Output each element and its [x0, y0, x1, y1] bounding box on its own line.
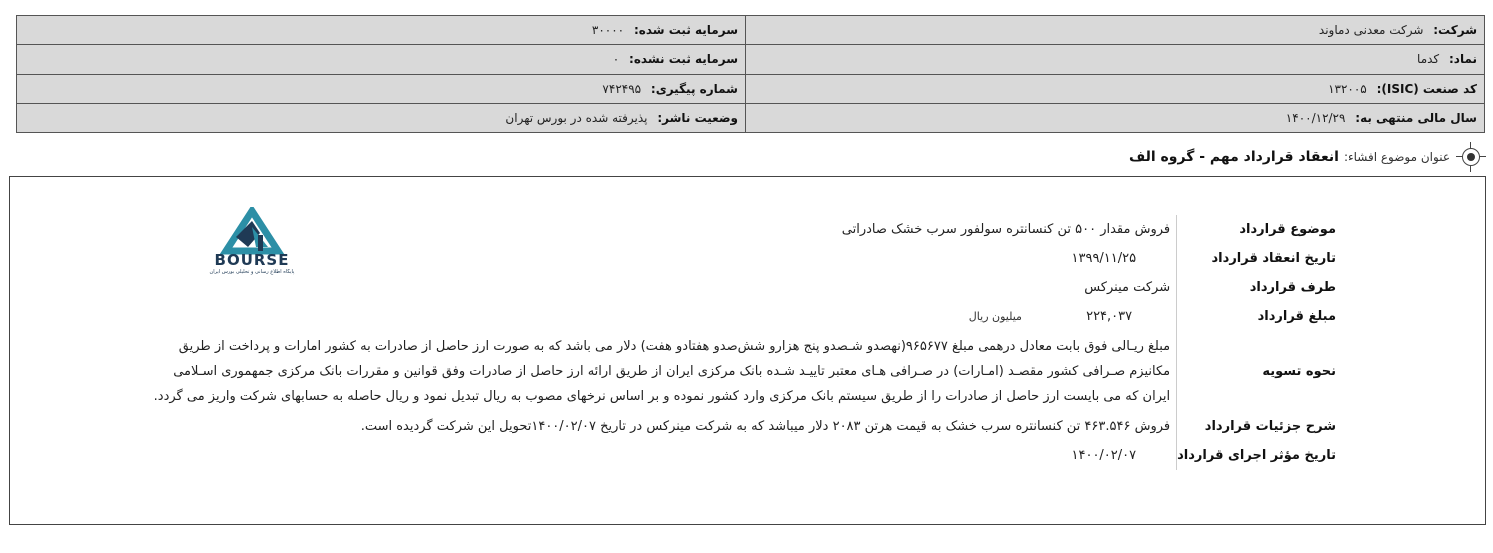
registered-capital-value: ۳۰۰۰۰	[591, 23, 625, 38]
contract-amount-unit: میلیون ریال	[968, 310, 1022, 323]
symbol-cell	[746, 45, 1485, 74]
fiscal-year-label: سال مالی منتهی به:	[1355, 110, 1477, 125]
target-icon	[1456, 142, 1486, 172]
contract-party-value: شرکت مینرکس	[1084, 280, 1171, 295]
contract-row	[142, 331, 1342, 412]
contract-amount-value: ۲۲۴,۰۳۷	[1086, 309, 1133, 324]
company-cell	[746, 16, 1485, 45]
settlement-label: نحوه تسویه	[1177, 331, 1342, 412]
fiscal-year-value: ۱۴۰۰/۱۲/۲۹	[1285, 110, 1346, 125]
logo-wordmark: BOURSE	[214, 251, 290, 269]
publisher-status-label: وضعیت ناشر:	[657, 110, 738, 125]
contract-amount-label: مبلغ قرارداد	[1177, 302, 1342, 331]
disclosure-subject	[1129, 142, 1486, 172]
logo-tagline: پایگاه اطلاع رسانی و تحلیلی بورس ایران	[209, 269, 295, 275]
company-label: شرکت:	[1433, 23, 1477, 38]
info-row	[17, 16, 1485, 45]
contract-subject-label: موضوع قرارداد	[1177, 215, 1342, 244]
contract-amount-cell	[142, 302, 1177, 331]
details-value: فروش ۴۶۳.۵۴۶ تن کنسانتره سرب خشک به قیمت هرتن ۲۰۸۳ دلار میباشد که به شرکت مینرکس در تاریخ ۱۴۰۰/۰۲/۰۷تحویل این شرکت گردیده است.	[360, 419, 1171, 434]
registered-capital-label: سرمایه ثبت شده:	[633, 23, 738, 38]
details-label: شرح جزئیات قرارداد	[1177, 412, 1342, 441]
contract-row	[142, 412, 1342, 441]
subject-label: عنوان موضوع افشاء:	[1343, 150, 1450, 164]
effective-date-value: ۱۴۰۰/۰۲/۰۷	[1071, 448, 1137, 463]
effective-date-label: تاریخ مؤثر اجرای قرارداد	[1177, 441, 1342, 470]
info-row	[17, 45, 1485, 74]
contract-subject-value: فروش مقدار ۵۰۰ تن کنسانتره سولفور سرب خشک صادراتی	[841, 222, 1171, 237]
contract-date-value: ۱۳۹۹/۱۱/۲۵	[1071, 251, 1137, 266]
registered-capital-cell	[17, 16, 746, 45]
publisher-status-cell	[17, 103, 746, 132]
tracking-value: ۷۴۲۴۹۵	[602, 81, 642, 96]
symbol-label: نماد:	[1448, 52, 1477, 67]
contract-row	[142, 441, 1342, 470]
unregistered-capital-cell	[17, 45, 746, 74]
contract-details-table	[142, 215, 1342, 470]
isic-value: ۱۳۲۰۰۵	[1328, 81, 1367, 96]
contract-panel	[9, 176, 1486, 525]
tracking-label: شماره پیگیری:	[650, 81, 738, 96]
company-info-table	[16, 15, 1485, 133]
unregistered-capital-label: سرمایه ثبت نشده:	[629, 52, 738, 67]
contract-row	[142, 273, 1342, 302]
settlement-value: مبلغ ریـالی فوق بابت معادل درهمی مبلغ ۹۶۵۶۷۷(نهصدو شـصدو پنج هزارو شش‌صدو هفتادو هفت) دلار می باشد که به صورت ارز حاصل از صادرات به کشور امارات و پرداخت از طریق مکانیزم صـرافی کشور مقصـد (امـارات) در صـرافی هـای معتبر تاییـد شـده بانک مرکزی ایران از طریق ارائه ارز حاصل از صادرات وفق قوانین و مقررات بانک مرکزی جمهموری اسـلامی ایران که می بایست ارز حاصل از صادرات را از طریق سیستم بانک مرکزی وارد کشور نموده و بر اساس نرخهای مصوب به ریال تبدیل نمود و ریال حاصله به حسابهای شرکت واریز می گردد.	[153, 339, 1171, 404]
company-value: شرکت معدنی دماوند	[1318, 23, 1424, 38]
info-row	[17, 74, 1485, 103]
isic-cell	[746, 74, 1485, 103]
tracking-cell	[17, 74, 746, 103]
contract-date-label: تاریخ انعقاد قرارداد	[1177, 244, 1342, 273]
isic-label: کد صنعت (ISIC):	[1376, 81, 1477, 96]
unregistered-capital-value: ۰	[612, 52, 620, 67]
contract-row	[142, 215, 1342, 244]
contract-party-label: طرف قرارداد	[1177, 273, 1342, 302]
publisher-status-value: پذیرفته شده در بورس تهران	[505, 110, 648, 125]
symbol-value: کدما	[1417, 52, 1440, 67]
subject-title: انعقاد قرارداد مهم - گروه الف	[1128, 149, 1339, 165]
fiscal-year-cell	[746, 103, 1485, 132]
info-row	[17, 103, 1485, 132]
contract-row	[142, 302, 1342, 331]
contract-row	[142, 244, 1342, 273]
